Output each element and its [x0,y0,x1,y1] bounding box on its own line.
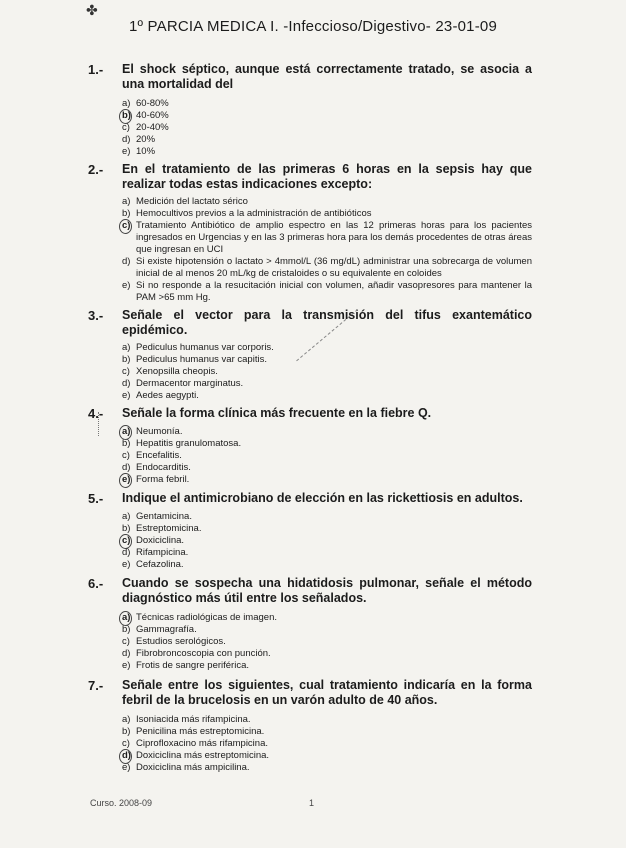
corner-mark: ✤ [86,2,98,18]
option-e[interactable]: e) Si no responde a la resucitación inicial con volumen, añadir vasopresores para mantener la PAM >65 mm Hg. [122,280,532,303]
option-a[interactable]: a) Pediculus humanus var corporis. [122,342,274,353]
option-e[interactable]: e) Aedes aegypti. [122,390,199,401]
option-c[interactable]: c) Estudios serológicos. [122,636,226,647]
option-e[interactable]: e) Cefazolina. [122,559,184,570]
question-text: El shock séptico, aunque está correctamente tratado, se asocia a una mortalidad del [122,62,532,91]
option-e[interactable]: e) 10% [122,146,156,157]
option-e[interactable]: e) Frotis de sangre periférica. [122,660,249,671]
option-a[interactable]: a) Gentamicina. [122,511,192,522]
question-number: 1.- [88,62,104,77]
options-list [122,511,532,571]
question-number: 4.- [88,406,104,421]
option-c[interactable]: c) Ciprofloxacino más rifampicina. [122,738,268,749]
option-b-marked[interactable]: b) 40-60% [122,110,169,121]
options-list [122,196,532,304]
option-c[interactable]: c) Xenopsilla cheopis. [122,366,218,377]
question-text: Señale el vector para la transmisión del tifus exantemático epidémico. [122,308,532,337]
options-list [122,426,532,486]
option-a[interactable]: a) Medición del lactato sérico [122,196,248,207]
option-d[interactable]: d) Endocarditis. [122,462,191,473]
handwritten-scribble-mark [98,412,115,436]
option-c-marked[interactable]: c) Tratamiento Antibiótico de amplio espectro en las 12 primeras horas para los pacientes ingresados en Urgencias y en las 3 primeras hora para los demás procedentes de otras áreas que ingresan en UCI [122,220,532,255]
option-e-marked[interactable]: e) Forma febril. [122,474,190,485]
option-b[interactable]: b) Hemocultivos previos a la administración de antibióticos [122,208,372,219]
option-d[interactable]: d) Rifampicina. [122,547,189,558]
option-b[interactable]: b) Pediculus humanus var capitis. [122,354,267,365]
options-list [122,98,532,158]
question-text: Señale la forma clínica más frecuente en la fiebre Q. [122,406,432,420]
question-number: 7.- [88,678,104,693]
options-list [122,612,532,672]
option-c-marked[interactable]: c) Doxiciclina. [122,535,185,546]
question-text: Cuando se sospecha una hidatidosis pulmonar, señale el método diagnóstico más útil entre los señalados. [122,576,532,605]
question-number: 2.- [88,162,104,177]
option-a-marked[interactable]: a) Neumonía. [122,426,183,437]
question-number: 3.- [88,308,104,323]
option-b[interactable]: b) Hepatitis granulomatosa. [122,438,242,449]
option-d[interactable]: d) 20% [122,134,156,145]
option-d[interactable]: d) Fibrobroncoscopia con punción. [122,648,271,659]
option-e[interactable]: e) Doxiciclina más ampicilina. [122,762,250,773]
question-number: 6.- [88,576,104,591]
option-b[interactable]: b) Estreptomicina. [122,523,202,534]
footer-course: Curso. 2008-09 [90,798,153,808]
page-title: 1º PARCIA MEDICA I. -Infeccioso/Digestivo- 23-01-09 [128,18,498,35]
question-text: En el tratamiento de las primeras 6 horas en la sepsis hay que realizar todas estas indicaciones excepto: [122,162,532,191]
question-text: Indique el antimicrobiano de elección en las rickettiosis en adultos. [122,491,523,505]
option-a[interactable]: a) 60-80% [122,98,169,109]
options-list [122,714,532,774]
option-c[interactable]: c) 20-40% [122,122,169,133]
option-a-marked[interactable]: a) Técnicas radiológicas de imagen. [122,612,277,623]
option-c[interactable]: c) Encefalitis. [122,450,182,461]
option-a[interactable]: a) Isoniacida más rifampicina. [122,714,251,725]
option-b[interactable]: b) Gammagrafía. [122,624,197,635]
question-text: Señale entre los siguientes, cual tratamiento indicaría en la forma febril de la brucelosis en un varón adulto de 40 años. [122,678,532,707]
option-d[interactable]: d) Dermacentor marginatus. [122,378,244,389]
question-number: 5.- [88,491,104,506]
option-d[interactable]: d) Si existe hipotensión o lactato > 4mmol/L (36 mg/dL) administrar una sobrecarga de volumen inicial de al menos 20 mL/kg de cristaloides o su equivalente en coloides [122,256,532,279]
option-b[interactable]: b) Penicilina más estreptomicina. [122,726,265,737]
option-d-marked[interactable]: d) Doxiciclina más estreptomicina. [122,750,270,761]
page-number: 1 [309,798,315,808]
